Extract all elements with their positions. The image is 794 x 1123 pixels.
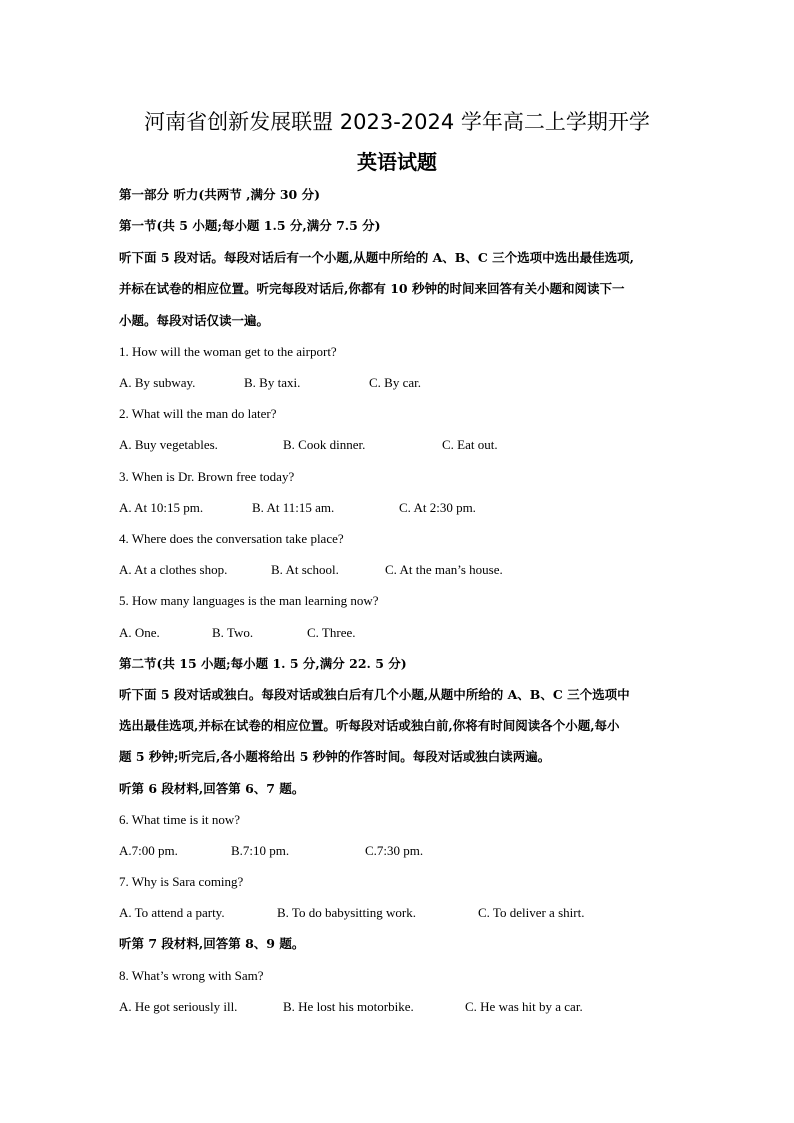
question-text: 1. How will the woman get to the airport?: [119, 344, 337, 359]
option-c: C. Three.: [307, 625, 356, 640]
material-heading: 听第 6 段材料,回答第 6、7 题。: [119, 781, 305, 796]
option-b: B. To do babysitting work.: [277, 905, 416, 920]
option-a: A. By subway.: [119, 375, 196, 390]
section1-instruction-line: 小题。每段对话仅读一遍。: [119, 313, 270, 328]
material-heading: 听第 7 段材料,回答第 8、9 题。: [119, 936, 305, 951]
option-a: A. Buy vegetables.: [119, 437, 218, 452]
option-b: B. He lost his motorbike.: [283, 999, 414, 1014]
option-b: B.7:10 pm.: [231, 843, 290, 858]
option-c: C. To deliver a shirt.: [478, 905, 585, 920]
option-b: B. By taxi.: [244, 375, 301, 390]
question-text: 7. Why is Sara coming?: [119, 874, 244, 889]
question-text: 4. Where does the conversation take place?: [119, 531, 344, 546]
question-text: 3. When is Dr. Brown free today?: [119, 469, 295, 484]
option-a: A. At 10:15 pm.: [119, 500, 204, 515]
option-a: A.7:00 pm.: [119, 843, 178, 858]
options-row: [119, 904, 679, 922]
option-c: C.7:30 pm.: [365, 843, 424, 858]
options-row: [119, 374, 679, 392]
part-heading: 第一部分 听力(共两节 ,满分 30 分): [119, 187, 320, 202]
section2-instruction-line: 听下面 5 段对话或独白。每段对话或独白后有几个小题,从题中所给的 A、B、C 三个选项中: [119, 687, 630, 702]
options-row: [119, 624, 679, 642]
question-text: 8. What’s wrong with Sam?: [119, 968, 264, 983]
options-row: [119, 436, 679, 454]
page-subtitle: 英语试题: [357, 150, 437, 174]
option-c: C. By car.: [369, 375, 421, 390]
page-title: 河南省创新发展联盟 2023-2024 学年高二上学期开学: [144, 110, 650, 134]
option-c: C. Eat out.: [442, 437, 498, 452]
section2-instruction-line: 选出最佳选项,并标在试卷的相应位置。听每段对话或独白前,你将有时间阅读各个小题,每小: [119, 718, 620, 733]
question-text: 6. What time is it now?: [119, 812, 241, 827]
options-row: [119, 998, 679, 1016]
option-a: A. He got seriously ill.: [119, 999, 238, 1014]
option-c: C. At 2:30 pm.: [399, 500, 476, 515]
question-text: 2. What will the man do later?: [119, 406, 277, 421]
option-b: B. Two.: [212, 625, 254, 640]
options-row: [119, 842, 679, 860]
option-b: B. Cook dinner.: [283, 437, 366, 452]
option-a: A. One.: [119, 625, 160, 640]
options-row: [119, 499, 679, 517]
section1-instruction-line: 听下面 5 段对话。每段对话后有一个小题,从题中所给的 A、B、C 三个选项中选出最佳选项,: [119, 250, 635, 265]
option-c: C. At the man’s house.: [385, 562, 503, 577]
option-a: A. At a clothes shop.: [119, 562, 228, 577]
option-a: A. To attend a party.: [119, 905, 225, 920]
option-c: C. He was hit by a car.: [465, 999, 583, 1014]
option-b: B. At school.: [271, 562, 339, 577]
section2-heading: 第二节(共 15 小题;每小题 1. 5 分,满分 22. 5 分): [119, 656, 407, 671]
options-row: [119, 561, 679, 579]
section2-instruction-line: 题 5 秒钟;听完后,各小题将给出 5 秒钟的作答时间。每段对话或独白读两遍。: [119, 749, 551, 764]
option-b: B. At 11:15 am.: [252, 500, 335, 515]
section1-heading: 第一节(共 5 小题;每小题 1.5 分,满分 7.5 分): [119, 218, 381, 233]
question-text: 5. How many languages is the man learning now?: [119, 593, 379, 608]
section1-instruction-line: 并标在试卷的相应位置。听完每段对话后,你都有 10 秒钟的时间来回答有关小题和阅读下一: [119, 281, 625, 296]
